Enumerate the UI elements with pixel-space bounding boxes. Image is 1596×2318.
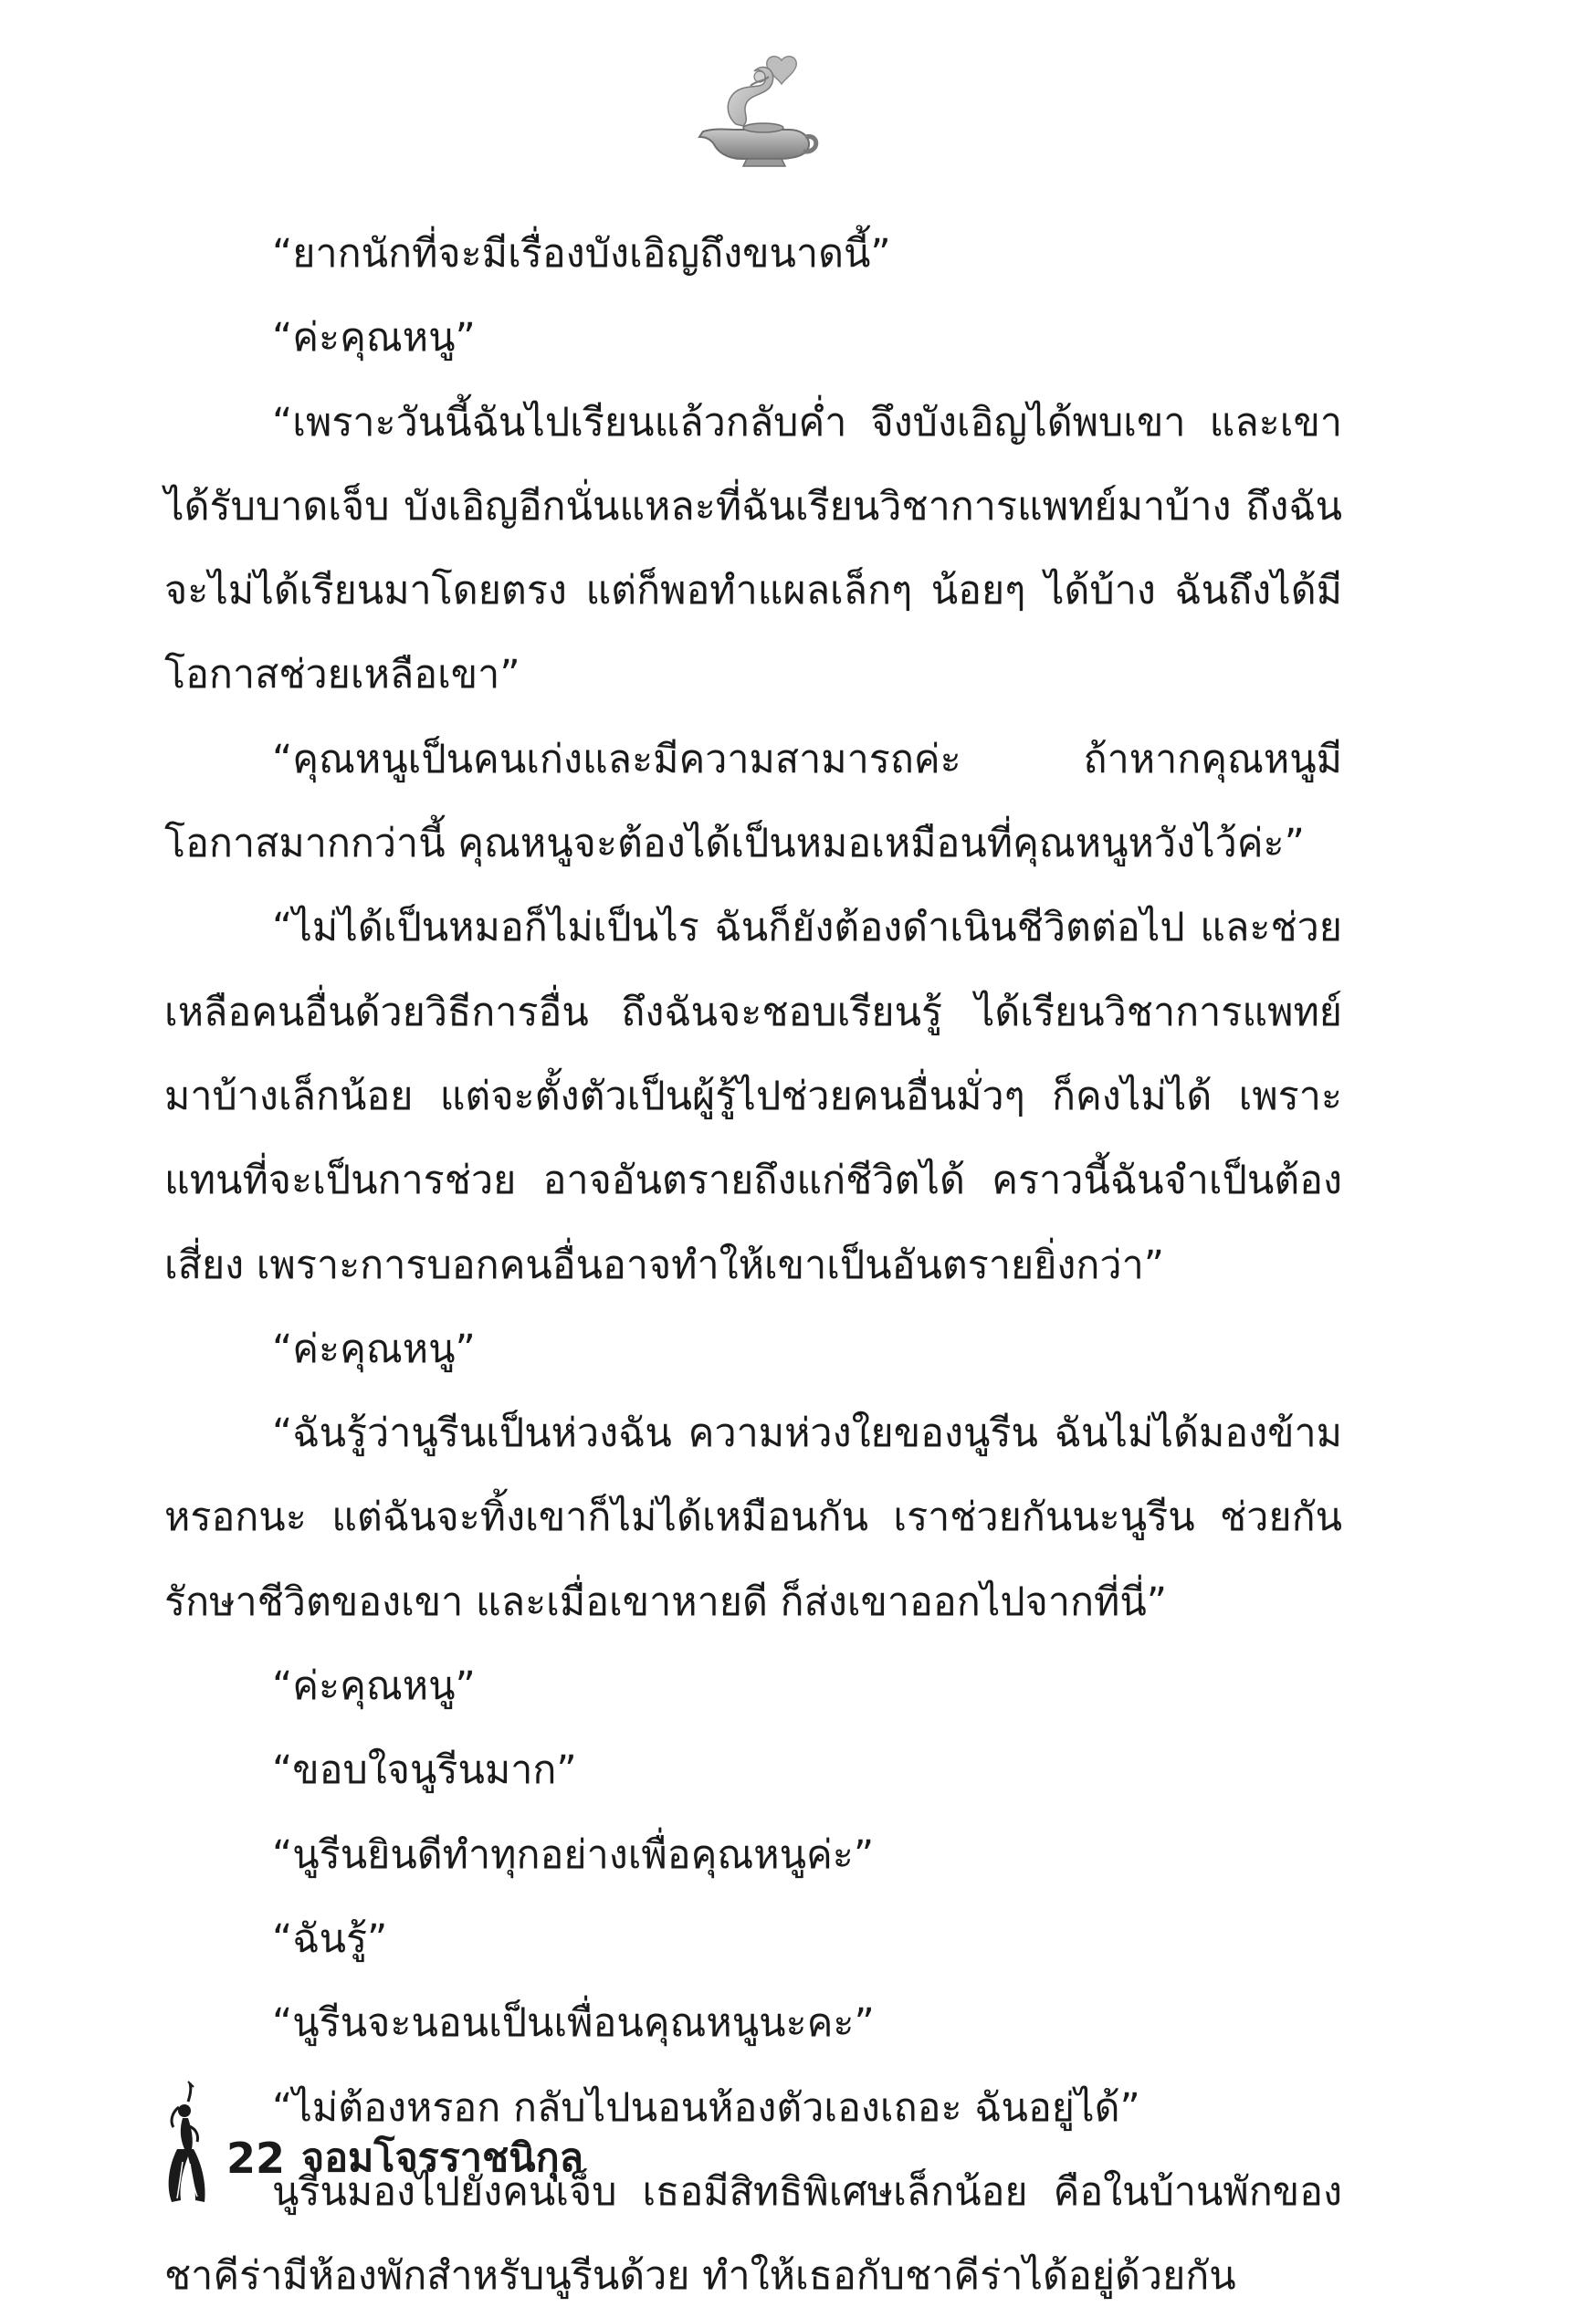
paragraph: “ค่ะคุณหนู” — [272, 1326, 476, 1372]
paragraph: นูรีนมองไปยังคนเจ็บ เธอมีสิทธิพิเศษเล็กน้อย คือในบ้านพักของชาคีร่ามีห้องพักสำหรับนูรีนด้วย ทำให้เธอกับชาคีร่าได้อยู่ด้วยกัน — [164, 2168, 1342, 2300]
body-text — [164, 212, 1342, 2318]
paragraph: “นูรีนยินดีทำทุกอย่างเพื่อคุณหนูค่ะ” — [272, 1831, 875, 1878]
magic-lamp-ornament-icon — [687, 53, 822, 172]
paragraph: “ไม่ได้เป็นหมอก็ไม่เป็นไร ฉันก็ยังต้องดำเนินชีวิตต่อไป และช่วยเหลือคนอื่นด้วยวิธีการอื่น ถึงฉันจะชอบเรียนรู้ ได้เรียนวิชาการแพทย์มาบ้างเล็กน้อย แต่จะตั้งตัวเป็นผู้รู้ไปช่วยคนอื่นมั่วๆ ก็คงไม่ได้ เพราะแทนที่จะเป็นการช่วย อาจอันตรายถึงแก่ชีวิตได้ คราวนี้ฉันจำเป็นต้องเสี่ยง เพราะการบอกคนอื่นอาจทำให้เขาเป็นอันตรายยิ่งกว่า” — [164, 905, 1342, 1288]
paragraph: “ค่ะคุณหนู” — [272, 315, 476, 362]
paragraph: “ยากนักที่จะมีเรื่องบังเอิญถึงขนาดนี้” — [272, 231, 891, 277]
dancer-silhouette-icon — [155, 2080, 219, 2208]
page-footer — [155, 2080, 794, 2208]
paragraph: “ไม่ต้องหรอก กลับไปนอนห้องตัวเองเถอะ ฉันอยู่ได้” — [272, 2084, 1140, 2131]
paragraph: “ฉันรู้ว่านูรีนเป็นห่วงฉัน ความห่วงใยของนูรีน ฉันไม่ได้มองข้ามหรอกนะ แต่ฉันจะทิ้งเขาก็ไม่ได้เหมือนกัน เราช่วยกันนะนูรีน ช่วยกันรักษาชีวิตของเขา และเมื่อเขาหายดี ก็ส่งเขาออกไปจากที่นี่” — [164, 1411, 1342, 1625]
paragraph: “คุณหนูเป็นคนเก่งและมีความสามารถค่ะ ถ้าหากคุณหนูมีโอกาสมากกว่านี้ คุณหนูจะต้องได้เป็นหมอเหมือนที่คุณหนูหวังไว้ค่ะ” — [164, 736, 1342, 867]
paragraph: “เพราะวันนี้ฉันไปเรียนแล้วกลับค่ำ จึงบังเอิญได้พบเขา และเขาได้รับบาดเจ็บ บังเอิญอีกนั่นแหละที่ฉันเรียนวิชาการแพทย์มาบ้าง ถึงฉันจะไม่ได้เรียนมาโดยตรง แต่ก็พอทำแผลเล็กๆ น้อยๆ ได้บ้าง ฉันถึงได้มีโอกาสช่วยเหลือเขา” — [164, 399, 1342, 698]
paragraph: “ฉันรู้” — [272, 1915, 388, 1962]
page-number: 22 — [226, 2134, 286, 2183]
paragraph: “นูรีนจะนอนเป็นเพื่อนคุณหนูนะคะ” — [272, 2000, 875, 2047]
book-title: จอมโจรราชนิกุล — [301, 2135, 583, 2181]
paragraph: “ค่ะคุณหนู” — [272, 1663, 476, 1710]
paragraph: “ขอบใจนูรีนมาก” — [272, 1747, 577, 1794]
